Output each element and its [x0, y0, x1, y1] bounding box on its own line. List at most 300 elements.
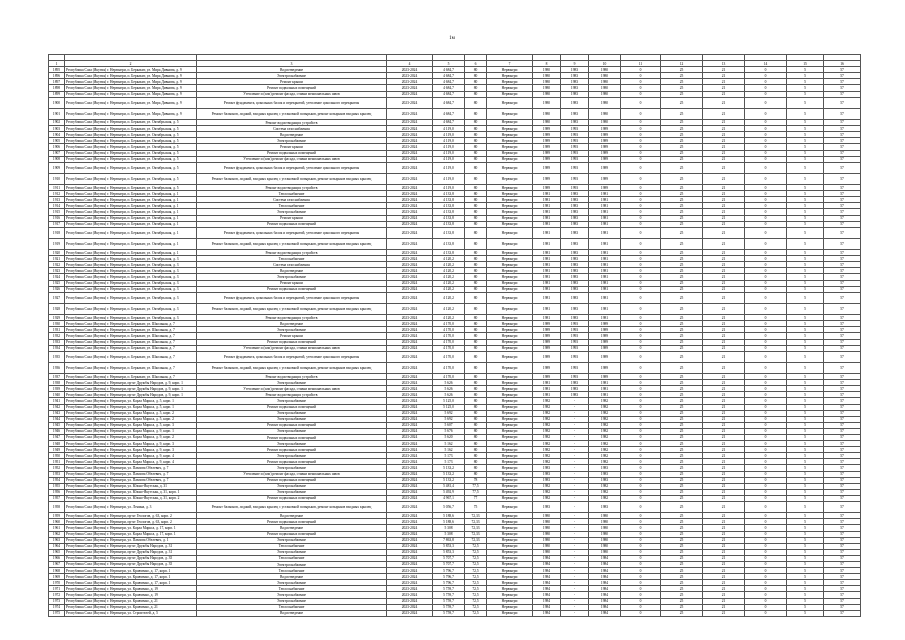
- table-cell: 1912: [49, 191, 65, 197]
- table-cell: 4 684,7: [433, 67, 465, 73]
- table-cell: Ремонт подвальных помещений: [197, 150, 387, 156]
- table-cell: 0: [745, 280, 787, 286]
- table-cell: 0: [745, 67, 787, 73]
- table-cell: 25: [661, 543, 703, 549]
- table-cell: 0: [621, 610, 661, 616]
- table-cell: Республика Саха (Якутия) г. Нерюнгри, п. Беркакит, ул. Мира Дивнова, д. 9: [65, 91, 197, 97]
- table-cell: 1981: [589, 197, 621, 203]
- table-cell: 4 170,0: [433, 339, 465, 345]
- table-cell: 1989: [589, 351, 621, 362]
- table-row: [49, 351, 861, 362]
- table-cell: Ремонт фундамента, цокольных балок и перекрытий, утепление цокольного перекрытия: [197, 162, 387, 173]
- table-cell: 1920: [49, 250, 65, 256]
- table-cell: 2023-2024: [387, 274, 433, 280]
- table-cell: 1993: [561, 144, 589, 150]
- table-cell: Нерюнгри: [487, 185, 533, 191]
- table-cell: 1981: [589, 209, 621, 215]
- table-cell: Нерюнгри: [487, 471, 533, 477]
- table-cell: 0: [621, 197, 661, 203]
- table-cell: 57: [824, 586, 861, 592]
- column-header: 16: [824, 61, 861, 67]
- table-cell: 0: [745, 519, 787, 525]
- table-cell: 1968: [49, 568, 65, 574]
- table-cell: Теплоснабжение: [197, 568, 387, 574]
- table-cell: 1923: [49, 268, 65, 274]
- table-cell: Нерюнгри: [487, 549, 533, 555]
- table-cell: 1966: [49, 555, 65, 561]
- table-cell: 0: [745, 173, 787, 184]
- table-cell: 21: [703, 422, 745, 428]
- table-cell: 57: [824, 250, 861, 256]
- table-cell: Ремонт водоотводящих устройств: [197, 392, 387, 398]
- table-cell: 1984: [589, 586, 621, 592]
- table-cell: 21: [703, 321, 745, 327]
- table-cell: 1983: [561, 221, 589, 227]
- table-cell: -: [561, 410, 589, 416]
- table-cell: 1933: [49, 339, 65, 345]
- table-cell: 2023-2024: [387, 513, 433, 519]
- table-cell: Республика Саха (Якутия) г. Нерюнгри, п. Беркакит, ул. Октябрьская, д. 1: [65, 238, 197, 249]
- table-cell: 1967: [49, 561, 65, 567]
- table-cell: Теплоснабжение: [197, 604, 387, 610]
- table-cell: 1989: [589, 339, 621, 345]
- table-cell: Республика Саха (Якутия) г. Нерюнгри, п. Беркакит, ул. Октябрьская, д. 3: [65, 274, 197, 280]
- table-cell: -: [561, 513, 589, 519]
- table-cell: 0: [745, 555, 787, 561]
- table-cell: 1897: [49, 79, 65, 85]
- table-cell: Республика Саха (Якутия) г. Нерюнгри, ул. Карла Маркса, д. 9, корп. 4: [65, 459, 197, 465]
- table-cell: 5: [787, 483, 824, 489]
- table-cell: 2023-2024: [387, 85, 433, 91]
- table-row: [49, 108, 861, 119]
- table-cell: Электроснабжение: [197, 483, 387, 489]
- table-cell: 1951: [49, 459, 65, 465]
- table-cell: 72,5: [465, 555, 487, 561]
- table-cell: -: [561, 525, 589, 531]
- table-cell: 1917: [49, 221, 65, 227]
- table-cell: 0: [621, 574, 661, 580]
- table-cell: 5 796,7: [433, 574, 465, 580]
- table-cell: 57: [824, 315, 861, 321]
- table-cell: 2023-2024: [387, 398, 433, 404]
- table-cell: 0: [745, 292, 787, 303]
- table-cell: 2023-2024: [387, 162, 433, 173]
- table-cell: 0: [621, 543, 661, 549]
- table-cell: 5 620: [433, 435, 465, 441]
- table-cell: 2023-2024: [387, 303, 433, 314]
- table-cell: Нерюнгри: [487, 108, 533, 119]
- table-cell: Республика Саха (Якутия) г. Нерюнгри, п. Беркакит, ул. Октябрьская, д. 5: [65, 126, 197, 132]
- table-cell: 21: [703, 150, 745, 156]
- table-cell: 1984: [589, 574, 621, 580]
- table-cell: 5: [787, 610, 824, 616]
- table-cell: 57: [824, 162, 861, 173]
- table-cell: 2023-2024: [387, 604, 433, 610]
- table-cell: 4 133,8: [433, 209, 465, 215]
- table-cell: 0: [745, 315, 787, 321]
- table-cell: Электроснабжение: [197, 398, 387, 404]
- table-cell: -: [561, 471, 589, 477]
- table-cell: Теплоснабжение: [197, 256, 387, 262]
- table-cell: 1980: [533, 79, 561, 85]
- table-cell: 72,5: [465, 592, 487, 598]
- table-cell: 2023-2024: [387, 238, 433, 249]
- table-cell: 25: [661, 150, 703, 156]
- table-cell: Ремонт подвальных помещений: [197, 459, 387, 465]
- table-cell: 2023-2024: [387, 197, 433, 203]
- table-cell: 1930: [49, 321, 65, 327]
- table-cell: 1993: [561, 185, 589, 191]
- table-cell: 2023-2024: [387, 380, 433, 386]
- table-cell: 0: [621, 410, 661, 416]
- table-cell: -: [561, 555, 589, 561]
- table-cell: 57: [824, 477, 861, 483]
- table-cell: 5: [787, 537, 824, 543]
- table-cell: 0: [621, 374, 661, 380]
- table-cell: 0: [621, 580, 661, 586]
- table-cell: 72,5: [465, 568, 487, 574]
- table-cell: 1983: [561, 227, 589, 238]
- table-cell: -: [561, 561, 589, 567]
- table-cell: Республика Саха (Якутия) г. Нерюнгри, ул. Карла Маркса, д. 5, корп. 2: [65, 416, 197, 422]
- table-cell: Ремонт подвальных помещений: [197, 495, 387, 501]
- page-number: 1м: [449, 36, 455, 41]
- column-header: 13: [703, 61, 745, 67]
- table-cell: Ремонт балконов, лоджий, входных крылец с установкой позырьков, ремонт козырьков входных крылец: [197, 238, 387, 249]
- table-cell: 57: [824, 410, 861, 416]
- table-cell: 5 607: [433, 422, 465, 428]
- table-cell: 1984: [533, 561, 561, 567]
- table-cell: 2023-2024: [387, 574, 433, 580]
- table-cell: 0: [621, 286, 661, 292]
- table-cell: 21: [703, 586, 745, 592]
- table-cell: Республика Саха (Якутия) г. Нерюнгри, п. Беркакит, ул. Школьная, д. 7: [65, 351, 197, 362]
- table-cell: 4 133,8: [433, 203, 465, 209]
- table-cell: 57: [824, 531, 861, 537]
- table-cell: 25: [661, 580, 703, 586]
- table-cell: Нерюнгри: [487, 604, 533, 610]
- table-cell: Республика Саха (Якутия) г. Нерюнгри, ул. Карла Маркса, д. 17, корп. 1: [65, 525, 197, 531]
- table-cell: Электроснабжение: [197, 410, 387, 416]
- table-cell: 4 170,0: [433, 351, 465, 362]
- table-cell: 57: [824, 543, 861, 549]
- table-cell: Нерюнгри: [487, 126, 533, 132]
- table-cell: Теплоснабжение: [197, 203, 387, 209]
- table-cell: 1929: [49, 315, 65, 321]
- table-cell: -: [561, 537, 589, 543]
- table-cell: 57: [824, 598, 861, 604]
- table-cell: 1980: [533, 531, 561, 537]
- table-cell: 80: [465, 126, 487, 132]
- table-cell: 25: [661, 215, 703, 221]
- table-cell: Ремонт крыши: [197, 144, 387, 150]
- table-cell: 21: [703, 561, 745, 567]
- table-cell: Утепление и (или) ремонт фасада, ставни межпанельных швов: [197, 345, 387, 351]
- table-cell: 0: [745, 477, 787, 483]
- table-cell: 25: [661, 173, 703, 184]
- table-cell: 0: [745, 489, 787, 495]
- table-cell: 0: [621, 138, 661, 144]
- table-cell: 1981: [589, 274, 621, 280]
- table-cell: 80: [465, 465, 487, 471]
- table-cell: Нерюнгри: [487, 422, 533, 428]
- table-cell: 21: [703, 404, 745, 410]
- table-cell: 0: [621, 303, 661, 314]
- table-cell: 1983: [589, 477, 621, 483]
- table-cell: 57: [824, 227, 861, 238]
- table-cell: 5 759,7: [433, 610, 465, 616]
- table-cell: 1903: [49, 126, 65, 132]
- table-cell: 57: [824, 173, 861, 184]
- table-cell: 57: [824, 568, 861, 574]
- table-cell: 25: [661, 132, 703, 138]
- table-cell: 25: [661, 221, 703, 227]
- table-cell: 25: [661, 73, 703, 79]
- table-cell: 25: [661, 97, 703, 108]
- table-cell: 1980: [589, 513, 621, 519]
- table-cell: 25: [661, 483, 703, 489]
- table-cell: 80: [465, 150, 487, 156]
- table-cell: 5: [787, 477, 824, 483]
- table-cell: 77,5: [465, 483, 487, 489]
- table-cell: 5: [787, 374, 824, 380]
- table-cell: 1982: [533, 422, 561, 428]
- table-cell: 0: [745, 525, 787, 531]
- table-cell: 0: [621, 398, 661, 404]
- table-cell: 2023-2024: [387, 471, 433, 477]
- table-cell: 0: [621, 67, 661, 73]
- table-cell: 1983: [533, 471, 561, 477]
- table-cell: 0: [621, 549, 661, 555]
- table-cell: Нерюнгри: [487, 156, 533, 162]
- table-cell: 1916: [49, 215, 65, 221]
- table-cell: 21: [703, 435, 745, 441]
- table-cell: 1989: [533, 162, 561, 173]
- table-cell: 5: [787, 380, 824, 386]
- table-cell: 21: [703, 191, 745, 197]
- table-cell: 0: [745, 586, 787, 592]
- table-cell: 80: [465, 91, 487, 97]
- table-cell: 1982: [533, 495, 561, 501]
- table-cell: 25: [661, 362, 703, 373]
- table-cell: 21: [703, 441, 745, 447]
- table-cell: 1980: [589, 531, 621, 537]
- table-cell: 5: [787, 465, 824, 471]
- table-cell: 57: [824, 604, 861, 610]
- table-cell: Нерюнгри: [487, 392, 533, 398]
- table-cell: 5: [787, 428, 824, 434]
- table-cell: 0: [621, 292, 661, 303]
- table-cell: 1989: [533, 327, 561, 333]
- table-cell: 4 684,7: [433, 97, 465, 108]
- table-cell: 80: [465, 221, 487, 227]
- table-cell: Нерюнгри: [487, 67, 533, 73]
- table-cell: Нерюнгри: [487, 73, 533, 79]
- table-cell: Нерюнгри: [487, 138, 533, 144]
- table-cell: 25: [661, 162, 703, 173]
- table-cell: 1981: [589, 380, 621, 386]
- table-row: [49, 362, 861, 373]
- table-cell: 25: [661, 238, 703, 249]
- table-cell: 0: [745, 561, 787, 567]
- table-cell: 0: [745, 483, 787, 489]
- table-cell: Республика Саха (Якутия) г. Нерюнгри, ул. Кравченко, д. 17, корп. 1: [65, 574, 197, 580]
- table-cell: Республика Саха (Якутия) г. Нерюнгри, п. Беркакит, ул. Октябрьская, д. 5: [65, 144, 197, 150]
- table-cell: 5 056,7: [433, 502, 465, 513]
- table-cell: 5 626: [433, 392, 465, 398]
- table-cell: 0: [621, 262, 661, 268]
- table-cell: 2023-2024: [387, 555, 433, 561]
- table-cell: 1980: [589, 549, 621, 555]
- table-cell: 21: [703, 91, 745, 97]
- column-header: 1: [49, 61, 65, 67]
- table-cell: 25: [661, 321, 703, 327]
- table-cell: 1982: [533, 416, 561, 422]
- table-cell: 1947: [49, 435, 65, 441]
- table-cell: 4 133,8: [433, 197, 465, 203]
- table-cell: Нерюнгри: [487, 513, 533, 519]
- table-cell: 5: [787, 339, 824, 345]
- table-cell: 21: [703, 274, 745, 280]
- table-cell: 1989: [589, 345, 621, 351]
- table-cell: 5: [787, 221, 824, 227]
- table-cell: 25: [661, 108, 703, 119]
- table-cell: 1918: [49, 227, 65, 238]
- table-cell: 5: [787, 97, 824, 108]
- table-cell: Ремонт подвальных помещений: [197, 404, 387, 410]
- table-cell: 0: [621, 483, 661, 489]
- table-cell: 25: [661, 262, 703, 268]
- table-cell: 21: [703, 592, 745, 598]
- table-cell: 80: [465, 315, 487, 321]
- table-cell: Республика Саха (Якутия) г. Нерюнгри, ул. Павлова Обелевич, д. 1: [65, 537, 197, 543]
- table-cell: 0: [621, 386, 661, 392]
- table-cell: Республика Саха (Якутия) г. Нерюнгри, пр-кт Дружбы Народов, д. 9, корп. 1: [65, 392, 197, 398]
- table-cell: 4 120,2: [433, 315, 465, 321]
- table-cell: 5: [787, 386, 824, 392]
- table-cell: 57: [824, 79, 861, 85]
- table-cell: 25: [661, 345, 703, 351]
- table-cell: 21: [703, 185, 745, 191]
- table-cell: 0: [745, 465, 787, 471]
- table-cell: 2023-2024: [387, 459, 433, 465]
- table-cell: 1981: [533, 215, 561, 221]
- table-cell: 1904: [49, 132, 65, 138]
- table-cell: 0: [621, 489, 661, 495]
- table-cell: 1983: [561, 203, 589, 209]
- table-cell: 1981: [533, 286, 561, 292]
- table-cell: 1911: [49, 185, 65, 191]
- table-cell: 21: [703, 250, 745, 256]
- table-cell: 4 133,8: [433, 227, 465, 238]
- table-cell: Ремонт балконов, лоджий, входных крылец с установкой позырьков, ремонт козырьков входных крылец: [197, 362, 387, 373]
- table-cell: 5: [787, 580, 824, 586]
- table-cell: 5: [787, 215, 824, 221]
- table-cell: 1896: [49, 73, 65, 79]
- table-cell: 1984: [533, 555, 561, 561]
- table-cell: 4 170,0: [433, 321, 465, 327]
- table-cell: 1984: [589, 598, 621, 604]
- table-cell: 2023-2024: [387, 250, 433, 256]
- table-cell: 5 692: [433, 416, 465, 422]
- table-cell: 72,33: [465, 525, 487, 531]
- table-cell: 1989: [533, 132, 561, 138]
- table-cell: 4 119,0: [433, 156, 465, 162]
- table-cell: Утепление и (или) ремонт фасада, ставни межпанельных швов: [197, 471, 387, 477]
- table-cell: 5 759,7: [433, 586, 465, 592]
- table-cell: Республика Саха (Якутия) г. Нерюнгри, п. Беркакит, ул. Октябрьская, д. 5: [65, 132, 197, 138]
- table-cell: 0: [745, 447, 787, 453]
- table-cell: 2023-2024: [387, 404, 433, 410]
- table-cell: Республика Саха (Якутия) г. Нерюнгри, пр-кт Дружбы Народов, д. 31: [65, 549, 197, 555]
- table-cell: 2023-2024: [387, 525, 433, 531]
- table-cell: Республика Саха (Якутия) г. Нерюнгри, п. Беркакит, ул. Октябрьская, д. 1: [65, 197, 197, 203]
- table-cell: 1937: [49, 374, 65, 380]
- table-cell: 1981: [533, 250, 561, 256]
- table-cell: 0: [745, 441, 787, 447]
- table-cell: 0: [745, 250, 787, 256]
- table-cell: 1981: [589, 286, 621, 292]
- table-cell: 1983: [561, 380, 589, 386]
- table-cell: 72,33: [465, 519, 487, 525]
- table-cell: Республика Саха (Якутия) г. Нерюнгри, п. Беркакит, ул. Школьная, д. 7: [65, 321, 197, 327]
- table-cell: 0: [745, 227, 787, 238]
- table-cell: 4 684,7: [433, 120, 465, 126]
- table-cell: 1982: [533, 441, 561, 447]
- table-cell: Электроснабжение: [197, 489, 387, 495]
- table-cell: -: [561, 483, 589, 489]
- table-cell: 57: [824, 215, 861, 221]
- table-cell: 1993: [561, 132, 589, 138]
- table-cell: 1935: [49, 351, 65, 362]
- table-cell: 0: [745, 410, 787, 416]
- table-cell: 1989: [589, 162, 621, 173]
- table-cell: 25: [661, 374, 703, 380]
- table-cell: 25: [661, 555, 703, 561]
- table-cell: 1984: [589, 610, 621, 616]
- table-cell: Водоотведение: [197, 513, 387, 519]
- table-cell: 1982: [533, 483, 561, 489]
- table-cell: 1981: [533, 392, 561, 398]
- table-cell: 80: [465, 162, 487, 173]
- table-cell: 1926: [49, 286, 65, 292]
- table-cell: 21: [703, 549, 745, 555]
- table-cell: 0: [745, 580, 787, 586]
- table-cell: 25: [661, 91, 703, 97]
- table-cell: 21: [703, 531, 745, 537]
- table-cell: 80: [465, 185, 487, 191]
- table-cell: 57: [824, 238, 861, 249]
- table-cell: 5: [787, 471, 824, 477]
- table-cell: 25: [661, 85, 703, 91]
- table-cell: 21: [703, 392, 745, 398]
- table-cell: 0: [621, 173, 661, 184]
- table-cell: 72,5: [465, 586, 487, 592]
- table-cell: 2023-2024: [387, 280, 433, 286]
- table-cell: 21: [703, 132, 745, 138]
- table-cell: 0: [621, 428, 661, 434]
- table-cell: 21: [703, 67, 745, 73]
- table-cell: -: [561, 586, 589, 592]
- table-cell: Республика Саха (Якутия) г. Нерюнгри, п. Беркакит, ул. Октябрьская, д. 5: [65, 150, 197, 156]
- table-cell: 25: [661, 502, 703, 513]
- table-cell: 4 119,0: [433, 173, 465, 184]
- table-cell: 0: [621, 280, 661, 286]
- table-cell: 57: [824, 144, 861, 150]
- table-cell: Республика Саха (Якутия) г. Нерюнгри, п. Беркакит, ул. Октябрьская, д. 5: [65, 162, 197, 173]
- table-cell: 80: [465, 351, 487, 362]
- table-cell: 2023-2024: [387, 221, 433, 227]
